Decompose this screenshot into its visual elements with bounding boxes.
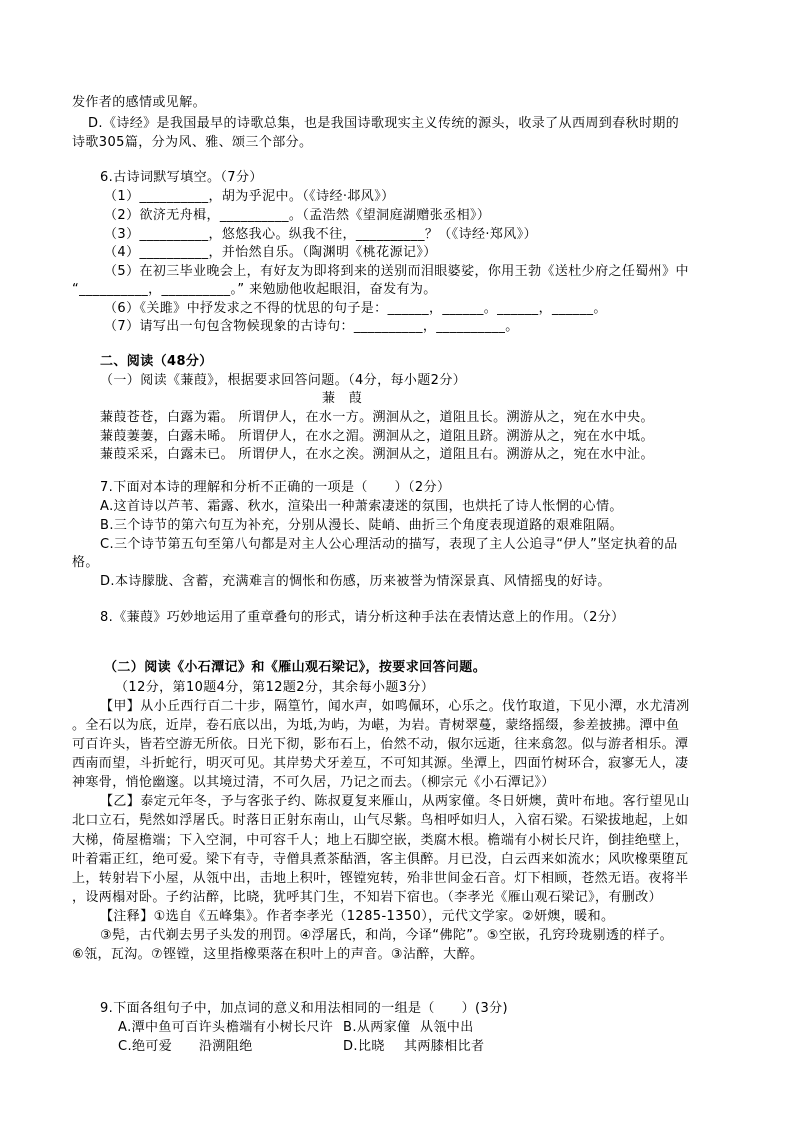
passage-yi-line: 【乙】泰定元年冬，予与客张子约、陈叔夏复来雁山，从两家僮。冬日妍燠，黄叶布地。客行望见山 — [100, 794, 690, 809]
option-b-left: B.从两家僮 — [343, 1020, 411, 1035]
option-b-right: 从瓴中出 — [420, 1020, 474, 1035]
option-a-right: 檐端有小树长尺许 — [226, 1020, 334, 1035]
passage-jia-line: 。全石以为底，近岸，卷石底以出，为坻,为屿，为嵁，为岩。青树翠蔓，蒙络摇缀，参差披拂。潭中鱼 — [72, 718, 680, 733]
subsection-1-heading: （一）阅读《蒹葭》，根据要求回答问题。（4分，每小题2分） — [100, 373, 467, 388]
poem-title: 蒹 葭 — [322, 391, 363, 406]
question-9-title: 9.下面各组句子中，加点词的意义和用法相同的一组是（ ）(3分) — [100, 1001, 509, 1016]
fill-blank-item: （3）__________，悠悠我心。纵我不往，__________？（《诗经·郑风》） — [104, 227, 538, 242]
fill-blank-item: （2）欲济无舟楫，__________。（孟浩然《望洞庭湖赠张丞相》） — [104, 208, 491, 223]
passage-jia-line: 西南而望，斗折蛇行，明灭可见。其岸势犬牙差互，不可知其源。坐潭上，四面竹树环合，寂寥无人，凄 — [72, 756, 689, 771]
passage-yi-line: ，设两榻对卧。子约沾醉，比晓，犹呼其门生，不知岩下宿也。（李孝光《雁山观石梁记》，有删改） — [72, 890, 663, 905]
text-line: 诗歌305篇，分为风、雅、颂三个部分。 — [72, 135, 313, 150]
option-d: D.《诗经》是我国最早的诗歌总集，也是我国诗歌现实主义传统的源头，收录了从西周到春秋时期的 — [88, 116, 680, 131]
annotation-line: ③髡，古代剃去男子头发的刑罚。④浮屠氏，和尚，今译“佛陀”。⑤空嵌，孔窍玲珑剔透的样子。 — [100, 928, 674, 943]
section-2-heading: 二、阅读（48分） — [100, 354, 213, 369]
question-8-title: 8.《蒹葭》巧妙地运用了重章叠句的形式，请分析这种手法在表情达意上的作用。（2分） — [100, 610, 625, 625]
fill-blank-item: （4）__________，并怡然自乐。（陶渊明《桃花源记》） — [104, 245, 437, 260]
option-c-cont: 格。 — [72, 555, 99, 570]
poem-line: 蒹葭采采，白露未已。 所谓伊人，在水之涘。溯洄从之，道阻且右。溯游从之，宛在水中沚。 — [100, 447, 654, 462]
option-c: C.三个诗节第五句至第八句都是对主人公心理活动的描写，表现了主人公追寻“伊人”坚定执着的品 — [100, 537, 678, 552]
option-d: D.本诗朦胧、含蓄，充满难言的惆怅和伤感，历来被誉为情深景真、风情摇曳的好诗。 — [100, 574, 611, 589]
points-note: （12分，第10题4分，第12题2分，其余每小题3分） — [115, 680, 435, 695]
fill-blank-item: （6）《关雎》中抒发求之不得的忧思的句子是：______，______。______，______。 — [104, 301, 607, 316]
subsection-2-heading: （二）阅读《小石潭记》和《雁山观石梁记》，按要求回答问题。 — [104, 660, 487, 675]
option-a-left: A.潭中鱼可百许头 — [118, 1020, 226, 1035]
fill-blank-item: （5）在初三毕业晚会上，有好友为即将到来的送别而泪眼婆娑，你用王勃《送杜少府之任蜀州》中 — [104, 264, 689, 279]
option-a: A.这首诗以芦苇、霜露、秋水，渲染出一种萧索凄迷的氛围，也烘托了诗人怅惘的心情。 — [100, 499, 623, 514]
fill-blank-item: （7）请写出一句包含物候现象的古诗句：__________，__________。 — [104, 319, 519, 334]
poem-line: 蒹葭萋萋，白露未晞。 所谓伊人，在水之湄。溯洄从之，道阻且跻。溯游从之，宛在水中坻。 — [100, 429, 654, 444]
passage-jia-line: 可百许头，皆若空游无所依。日光下彻，影布石上，佁然不动，俶尔远逝，往来翕忽。似与游者相乐。潭 — [72, 737, 689, 752]
question-7-title: 7.下面对本诗的理解和分析不正确的一项是（ ）（2分） — [100, 480, 451, 495]
option-b: B.三个诗节的第六句互为补充，分别从漫长、陡峭、曲折三个角度表现道路的艰难阻隔。 — [100, 518, 624, 533]
option-c-left: C.绝可爱 — [118, 1039, 173, 1054]
passage-yi-line: 大梯，倚屋檐端；下入空洞，中可容千人；地上石脚空嵌，类腐木根。檐端有小树长尺许，倒挂绝壁上， — [72, 833, 689, 848]
fill-blank-item: “__________，__________。” 来勉励他收起眼泪，奋发有为。 — [72, 282, 437, 297]
option-d-left: D.比晓 — [343, 1039, 385, 1054]
passage-yi-line: 叶着霜正红，绝可爱。梁下有寺，寺僧具煮茶酤酒，客主俱醉。月已没，白云西来如流水；风吹橡栗堕瓦 — [72, 852, 689, 867]
text-line: 发作者的感情或见解。 — [72, 95, 207, 110]
passage-jia-line: 神寒骨，悄怆幽邃。以其境过清，不可久居，乃记之而去。（柳宗元《小石潭记》） — [72, 775, 555, 790]
option-c-right: 沿溯阻绝 — [199, 1039, 253, 1054]
passage-yi-line: 上，转射岩下小屋，从瓴中出，击地上积叶，铿镗宛转，殆非世间金石音。灯下相顾，苍然无语。夜将半 — [72, 871, 689, 886]
passage-yi-line: 北口立石，髡然如浮屠氏。时落日正射东南山，山气尽紫。鸟相呼如归人，入宿石梁。石梁拔地起，上如 — [72, 813, 689, 828]
question-6-title: 6.古诗词默写填空。（7分） — [100, 170, 263, 185]
option-d-right: 其两膝相比者 — [404, 1039, 485, 1054]
fill-blank-item: （1）__________，胡为乎泥中。（《诗经·邶风》） — [104, 189, 395, 204]
poem-line: 蒹葭苍苍，白露为霜。 所谓伊人，在水一方。溯洄从之，道阻且长。溯游从之，宛在水中央。 — [100, 410, 654, 425]
passage-jia-line: 【甲】从小丘西行百二十步，隔篁竹，闻水声，如鸣佩环，心乐之。伐竹取道，下见小潭，水尤清冽 — [100, 699, 690, 714]
annotation-line: ⑥瓴，瓦沟。⑦铿镗，这里指橡栗落在积叶上的声音。③沾醉，大醉。 — [72, 947, 484, 962]
annotation-line: 【注释】①选自《五峰集》。作者李孝光（1285-1350），元代文学家。②妍燠，暖和。 — [100, 909, 615, 924]
